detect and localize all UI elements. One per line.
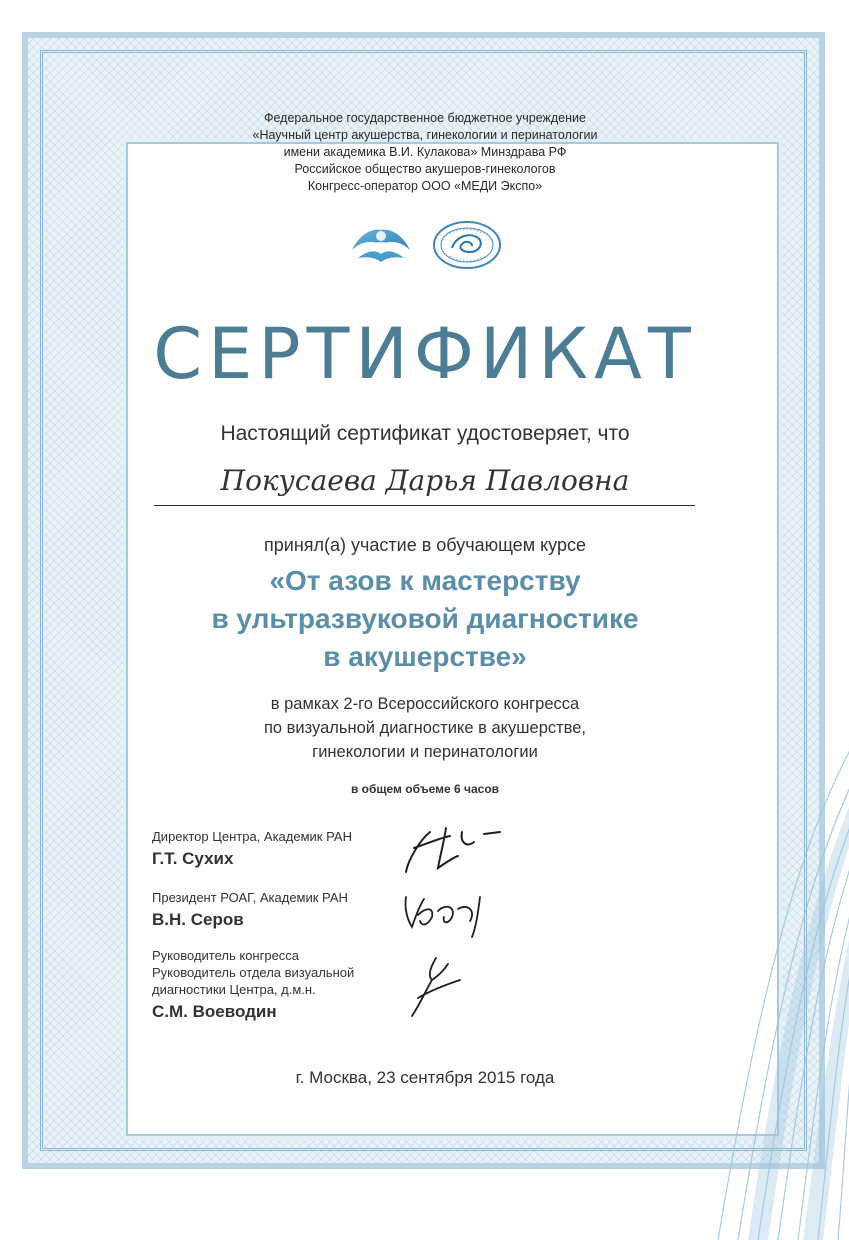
congress-description xyxy=(150,692,700,764)
place-and-date: г. Москва, 23 сентября 2015 года xyxy=(295,1068,555,1087)
signatory-role: Руководитель отдела визуальной xyxy=(152,965,355,980)
header-line: имени академика В.И. Кулакова» Минздрава РФ xyxy=(283,145,567,159)
signatory-president xyxy=(152,889,392,931)
header-line: Конгресс-оператор ООО «МЕДИ Экспо» xyxy=(307,179,543,193)
header-line: Российское общество акушеров-гинекологов xyxy=(294,162,556,176)
signatory-role: диагностики Центра, д.м.н. xyxy=(152,982,316,997)
signature-scribble xyxy=(398,885,498,945)
course-title xyxy=(150,562,700,676)
signatory-congress-head xyxy=(152,947,392,1023)
signatory-role: Директор Центра, Академик РАН xyxy=(152,829,352,844)
issuer-header xyxy=(180,110,670,195)
attest-text: Настоящий сертификат удостоверяет, что xyxy=(220,422,630,445)
mother-child-logo xyxy=(350,220,412,266)
header-line: «Научный центр акушерства, гинекологии и перинатологии xyxy=(252,128,598,142)
course-line: в ультразвуковой диагностике xyxy=(211,603,639,634)
course-line: «От азов к мастерству xyxy=(269,565,581,596)
participation-text: принял(а) участие в обучающем курсе xyxy=(264,535,586,555)
signatory-name: В.Н. Серов xyxy=(152,910,244,929)
course-line: в акушерстве» xyxy=(323,641,527,672)
congress-line: гинекологии и перинатологии xyxy=(312,743,538,761)
signatory-role: Президент РОАГ, Академик РАН xyxy=(152,890,348,905)
recipient-name: Покусаева Дарья Павловна xyxy=(220,464,630,497)
congress-line: в рамках 2-го Всероссийского конгресса xyxy=(270,695,580,713)
header-line: Федеральное государственное бюджетное учреждение xyxy=(264,111,586,125)
signatory-role: Руководитель конгресса xyxy=(152,948,300,963)
congress-line: по визуальной диагностике в акушерстве, xyxy=(263,719,587,737)
certificate-title: СЕРТИФИКАТ xyxy=(153,313,697,395)
hours-text: в общем объеме 6 часов xyxy=(350,782,500,796)
logos xyxy=(350,220,510,270)
signatory-name: Г.Т. Сухих xyxy=(152,849,234,868)
signature-scribble xyxy=(398,950,478,1025)
signature-scribble xyxy=(400,820,520,880)
society-seal-logo xyxy=(432,220,502,270)
signatory-name: С.М. Воеводин xyxy=(152,1002,277,1021)
name-underline xyxy=(154,505,695,506)
signatory-director xyxy=(152,828,392,870)
